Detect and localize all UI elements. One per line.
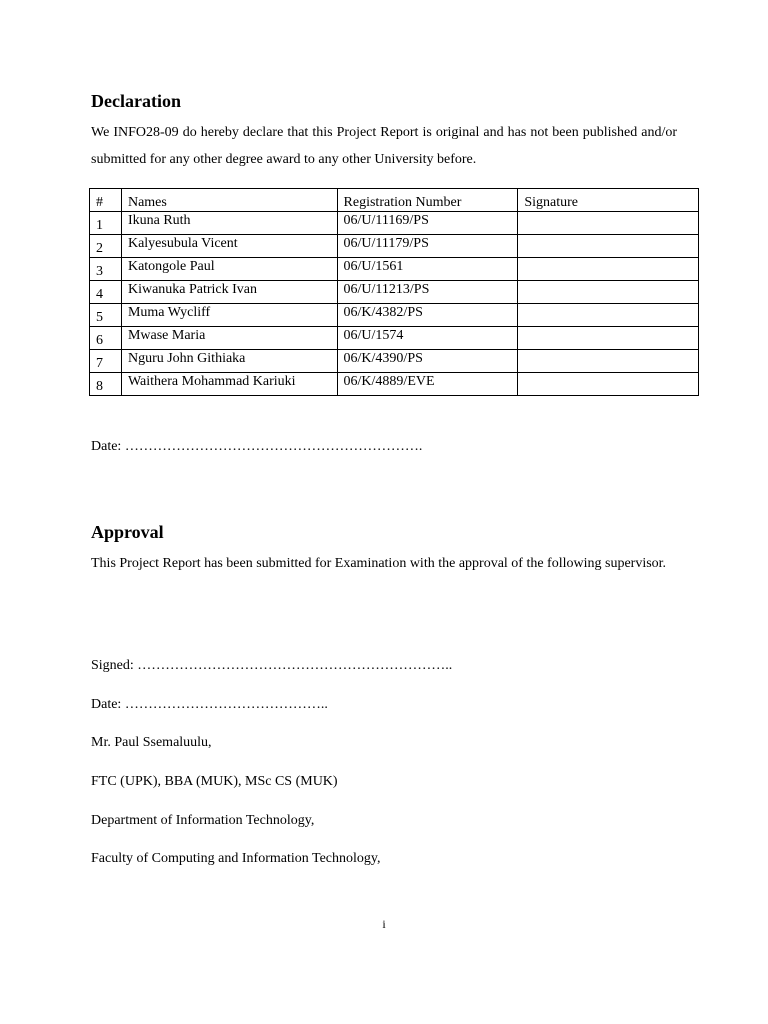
table-header-row (90, 189, 699, 212)
row-signature (518, 327, 699, 350)
signed-line: Signed: ………………………………………………………….. (91, 658, 453, 673)
row-signature (518, 258, 699, 281)
row-registration: 06/K/4382/PS (337, 304, 518, 327)
table-row (90, 281, 699, 304)
supervisor-qualifications: FTC (UPK), BBA (MUK), MSc CS (MUK) (91, 774, 338, 789)
row-num: 6 (90, 327, 122, 350)
header-registration: Registration Number (337, 189, 518, 212)
row-name: Kiwanuka Patrick Ivan (121, 281, 337, 304)
approval-paragraph: This Project Report has been submitted for Examination with the approval of the following supervisor. (91, 556, 667, 571)
row-signature (518, 350, 699, 373)
row-signature (518, 212, 699, 235)
row-signature (518, 235, 699, 258)
table-row (90, 258, 699, 281)
row-registration: 06/U/1574 (337, 327, 518, 350)
row-num: 7 (90, 350, 122, 373)
row-signature (518, 304, 699, 327)
members-table (89, 188, 699, 396)
declaration-date-line: Date: ………………………………………………………. (91, 439, 423, 454)
approval-date-line: Date: …………………………………….. (91, 697, 328, 712)
row-name: Nguru John Githiaka (121, 350, 337, 373)
row-name: Mwase Maria (121, 327, 337, 350)
declaration-heading: Declaration (91, 91, 181, 111)
row-signature (518, 281, 699, 304)
header-names: Names (121, 189, 337, 212)
row-registration: 06/U/11179/PS (337, 235, 518, 258)
row-name: Waithera Mohammad Kariuki (121, 373, 337, 396)
supervisor-name: Mr. Paul Ssemaluulu, (91, 735, 212, 750)
row-registration: 06/U/11213/PS (337, 281, 518, 304)
row-name: Ikuna Ruth (121, 212, 337, 235)
row-num: 4 (90, 281, 122, 304)
row-registration: 06/K/4390/PS (337, 350, 518, 373)
row-num: 1 (90, 212, 122, 235)
row-name: Katongole Paul (121, 258, 337, 281)
supervisor-faculty: Faculty of Computing and Information Technology, (91, 851, 381, 866)
row-registration: 06/U/11169/PS (337, 212, 518, 235)
table-row (90, 212, 699, 235)
row-num: 2 (90, 235, 122, 258)
row-num: 5 (90, 304, 122, 327)
row-signature (518, 373, 699, 396)
page-number: i (382, 917, 386, 931)
supervisor-department: Department of Information Technology, (91, 813, 315, 828)
approval-heading: Approval (91, 522, 164, 542)
row-num: 3 (90, 258, 122, 281)
table-row (90, 327, 699, 350)
row-registration: 06/U/1561 (337, 258, 518, 281)
row-registration: 06/K/4889/EVE (337, 373, 518, 396)
table-row (90, 350, 699, 373)
declaration-paragraph: We INFO28-09 do hereby declare that this Project Report is original and has not been published and/or submitted for any other degree award to any other University before. (91, 125, 677, 167)
table-row (90, 235, 699, 258)
header-num: # (90, 189, 122, 212)
row-num: 8 (90, 373, 122, 396)
table-row (90, 304, 699, 327)
row-name: Kalyesubula Vicent (121, 235, 337, 258)
header-signature: Signature (518, 189, 699, 212)
table-row (90, 373, 699, 396)
row-name: Muma Wycliff (121, 304, 337, 327)
